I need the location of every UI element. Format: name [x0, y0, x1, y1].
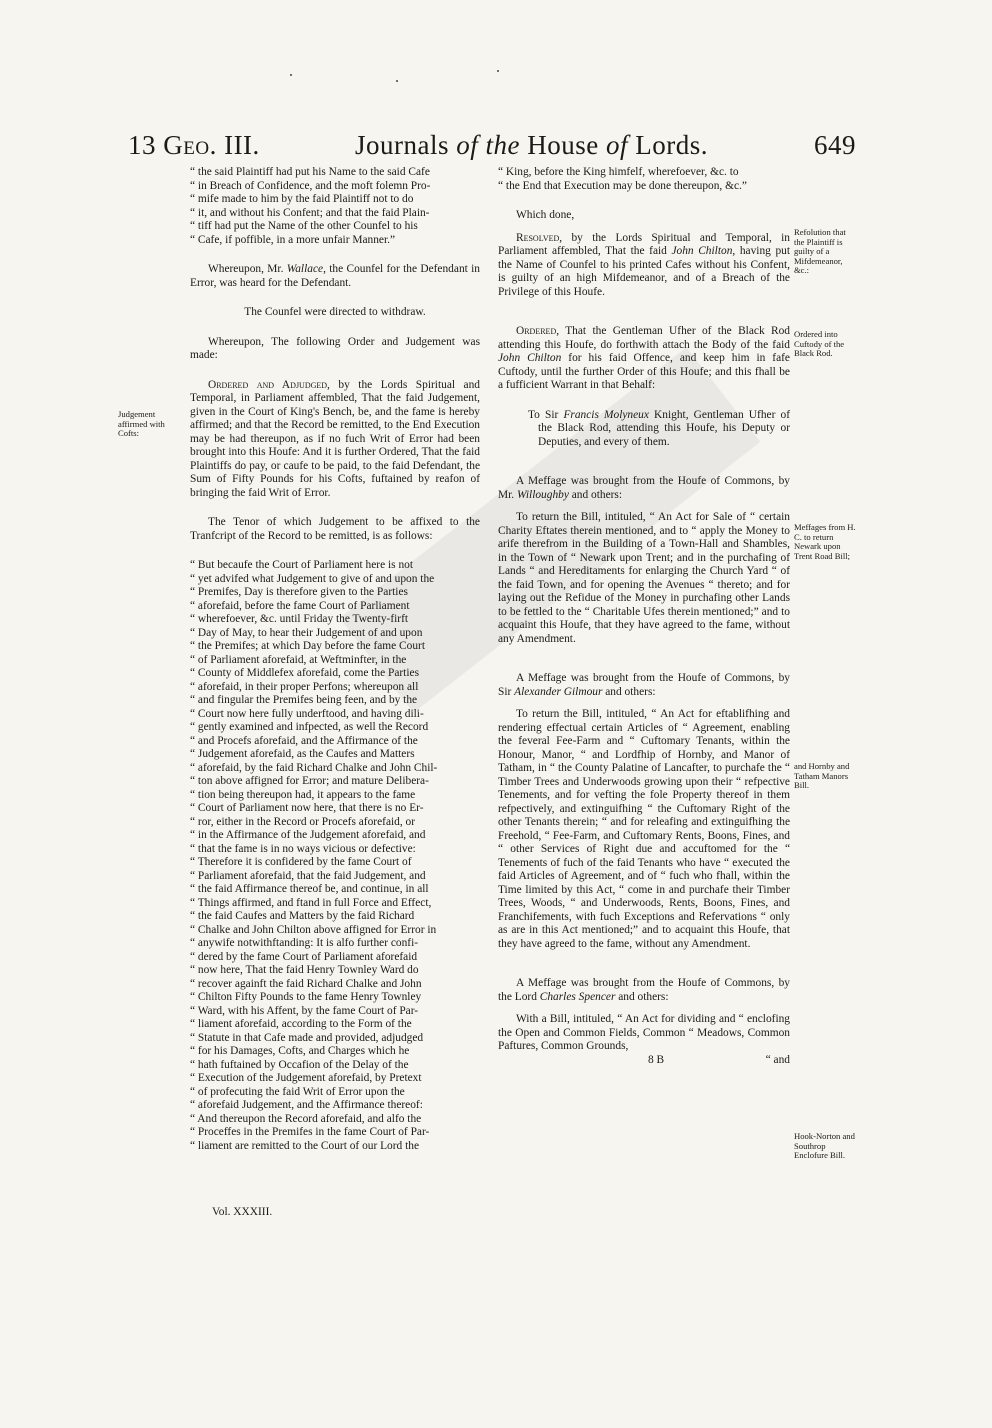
quote-line: “ the said Plaintiff had put his Name to the said Cafe [190, 166, 430, 178]
quote-line: “ liament are remitted to the Court of our Lord the [190, 1139, 420, 1152]
speck [497, 70, 499, 72]
quote-line: “ Judgement aforefaid, as the Caufes and Matters [190, 748, 415, 760]
page-footer [498, 1054, 790, 1068]
speck [396, 80, 398, 82]
quote-line: “ hath fuftained by Occafion of the Delay of the [190, 1058, 409, 1071]
message-text: To return the Bill, intituled, “ An Act for Sale of “ certain Charity Eftates therein mentioned, and to “ apply the Money to arife therefrom in the Building of a Town-Hall and Shambles, in the Town of “ Newark upon Trent; and in the purchafing of Lands “ and Hereditaments for enlarging the Church Yard “ of the faid Town, and for opening the Avenues “ thereto; and for laying out the Refidue of the Money in purchafing other Lands to be fettled to the “ Charitable Ufes therein mentioned;” and to acquaint this Houfe, that they have agreed to the fame, without any Amendment. [498, 511, 790, 645]
page-number: 649 [814, 130, 856, 160]
quote-block [498, 166, 790, 193]
quote-line: “ Chalke and John Chilton above affigned for Error in [190, 923, 437, 936]
quote-line: “ Ward, with his Affent, by the fame Court of Par- [190, 1004, 419, 1017]
quote-line: “ for his Damages, Cofts, and Charges which he [190, 1045, 410, 1057]
quote-line: “ Premifes, Day is therefore given to the Parties [190, 586, 408, 598]
quote-line: “ And thereupon the Record aforefaid, and alfo the [190, 1112, 422, 1125]
journal-title: Journals of the House of Lords. [355, 130, 709, 160]
message-heading: A Meffage was brought from the Houfe of Commons, by the Lord Charles Spencer and others: [498, 977, 790, 1003]
quote-line: “ aforefaid Judgement, and the Affirmance thereof: [190, 1099, 423, 1111]
paragraph: Which done, [516, 209, 575, 221]
quote-line: “ mife made to him by the faid Plaintiff not to do [190, 193, 414, 205]
paragraph: Whereupon, Mr. Wallace, the Counfel for the Defendant in Error, was heard for the Defendant. [190, 263, 480, 289]
judgement-tenor [190, 559, 480, 1153]
warrant-address: To Sir Francis Molyneux Knight, Gentleman Ufher of the Black Rod, attending this Houfe, his Deputy or Deputies, and every of them. [528, 408, 790, 448]
quote-line: “ yet advifed what Judgement to give of and upon the [190, 572, 435, 585]
quote-line: “ it, and without his Confent; and that the faid Plain- [190, 206, 430, 219]
quote-line: “ the faid Affirmance thereof be, and continue, in all [190, 883, 429, 895]
left-column [190, 166, 480, 1153]
quote-line: “ King, before the King himfelf, wherefoever, &c. to [498, 166, 739, 178]
quote-line: “ recover againft the faid Richard Chalke and John [190, 977, 422, 990]
right-column [498, 166, 790, 1068]
volume-signature: Vol. XXXIII. [212, 1206, 273, 1218]
quote-line: “ tiff had put the Name of the other Counfel to his [190, 220, 418, 232]
quote-line: “ Things affirmed, and ftand in full Force and Effect, [190, 896, 432, 909]
message-heading: A Meffage was brought from the Houfe of Commons, by Mr. Willoughby and others: [498, 475, 790, 501]
quote-line: “ aforefaid, before the fame Court of Parliament [190, 599, 410, 612]
quote-line: “ dered by the fame Court of Parliament aforefaid [190, 950, 418, 963]
quote-line: “ Proceffes in the Premifes in the fame Court of Par- [190, 1126, 430, 1138]
quote-line: “ Statute in that Cafe made and provided, adjudged [190, 1031, 424, 1044]
margin-note: and Hornby and Tatham Manors Bill. [794, 761, 850, 791]
message-heading: A Meffage was brought from the Houfe of Commons, by Sir Alexander Gilmour and others: [498, 672, 790, 698]
signature-mark: 8 B [648, 1053, 665, 1066]
quote-line: “ the faid Caufes and Matters by the faid Richard [190, 910, 415, 922]
quote-line: “ of profecuting the faid Writ of Error upon the [190, 1085, 405, 1098]
quote-line: “ in Breach of Confidence, and the moft folemn Pro- [190, 179, 431, 192]
speck [290, 74, 292, 76]
quote-line: “ gently examined and infpected, as well the Record [190, 721, 429, 733]
resolution: Resolved, by the Lords Spiritual and Temporal, in Parliament affembled, That the faid John Chilton, having put the Name of Counfel to his printed Cafes without his Confent, is guilty of an high Mifdemeanor, and of a Breach of the Privilege of this Houfe. [498, 231, 790, 298]
quote-line: “ in the Affirmance of the Judgement aforefaid, and [190, 829, 426, 841]
regnal-year: 13 Geo. III. [128, 130, 260, 160]
message-text: To return the Bill, intituled, “ An Act for eftablifhing and rendering effectual certain Articles of “ Agreement, enabling the feveral Fee-Farm and “ Cuftomary Tenants, within the Honour, Manor, “ and Lordfhip of Hornby, and Manor of Tatham, in “ the County Palatine of Lancafter, to purchafe the “ Timber Trees and Underwoods growing upon their “ refpective Tenements, and for vefting the fole Property thereof in them refpectively, and extinguifhing “ the Cuftomary Right of the other Tenants therein; “ and for releafing and extinguifhing the Freehold, “ Fee-Farm, and Cuftomary Rents, Boons, Fines, and “ other Services of Right due and accuftomed for the “ Tenements of fuch of the faid Tenants who have “ executed the faid Articles of Agreement, and of “ fuch who fhall, within the Time limited by this Act, “ come in and purchafe their Timber Trees, Woods, “ and Underwoods, Rents, Boons, Fines, and Franchifements, with fuch Exceptions and Refervations “ only as are in this Act mentioned;” and to acquaint this Houfe, that they have agreed to the fame, without any Amendment. [498, 708, 790, 950]
quote-line: “ wherefoever, &c. until Friday the Twenty-firft [190, 613, 409, 625]
quote-line: “ ton above affigned for Error; and mature Delibera- [190, 775, 429, 787]
quote-line: “ anywife notwithftanding: It is alfo further confi- [190, 937, 419, 949]
custody-order: Ordered, That the Gentleman Ufher of the Black Rod attending this Houfe, do forthwith attach the Body of the faid John Chilton for his faid Offence, and keep him in fafe Cuftody, until the further Order of this Houfe; and this fhall be a fufficient Warrant in that Behalf: [498, 325, 790, 391]
quote-line: “ of Parliament aforefaid, at Weftminfter, in the [190, 653, 407, 666]
margin-note: Ordered into Cuftody of the Black Rod. [794, 329, 845, 359]
quote-line: “ and fingular the Premifes being feen, and by the [190, 694, 418, 706]
quote-line: “ ror, either in the Record or Procefs aforefaid, or [190, 815, 416, 828]
quote-line: “ that the fame is in no ways vicious or defective: [190, 842, 416, 855]
quote-line: “ Day of May, to hear their Judgement of and upon [190, 626, 423, 639]
quote-line: “ Execution of the Judgement aforefaid, by Pretext [190, 1072, 422, 1084]
margin-note: Meffages from H. C. to return Newark upon Trent Road Bill; [794, 522, 856, 561]
quote-line: “ Cafe, if poffible, in a more unfair Manner.” [190, 233, 396, 246]
quote-line: “ the End that Execution may be done thereupon, &c.” [498, 179, 747, 192]
quote-line: “ Therefore it is confidered by the fame Court of [190, 856, 412, 868]
quote-line: “ and Procefs aforefaid, and the Affirmance of the [190, 734, 418, 747]
margin-note: Judgement affirmed with Cofts: [118, 409, 165, 439]
quote-line: “ Court of Parliament now here, that there is no Er- [190, 802, 424, 814]
message-text: With a Bill, intituled, “ An Act for dividing and “ enclofing the Open and Common Fields, Common “ Meadows, Common Paftures, Common Grounds, [498, 1013, 790, 1052]
quote-line: “ Parliament aforefaid, that the faid Judgement, and [190, 869, 426, 882]
paragraph: Whereupon, The following Order and Judgement was made: [190, 335, 480, 361]
quote-line: “ the Premifes; at which Day before the fame Court [190, 640, 426, 652]
quote-line: “ Chilton Fifty Pounds to the fame Henry Townley [190, 991, 422, 1003]
margin-note: Refolution that the Plaintiff is guilty of a Mifdemeanor, &c.: [794, 227, 846, 276]
quote-line: “ liament aforefaid, according to the Form of the [190, 1018, 412, 1030]
quote-line: “ aforefaid, in their proper Perfons; whereupon all [190, 680, 419, 693]
paragraph: The Tenor of which Judgement to be affixed to the Tranfcript of the Record to be remitted, is as follows: [190, 516, 480, 542]
quote-block [190, 166, 480, 247]
catchword: “ and [765, 1053, 790, 1066]
quote-line: “ County of Middlefex aforefaid, come the Parties [190, 667, 420, 679]
quote-line: “ But becaufe the Court of Parliament here is not [190, 559, 413, 571]
quote-line: “ Court now here fully underftood, and having dili- [190, 707, 424, 720]
order-judgement: Ordered and Adjudged, by the Lords Spiritual and Temporal, in Parliament affembled, That the faid Judgement, given in the Court of King's Bench, be, and the fame is hereby affirmed; and that the Record be remitted, to the End Execution may be had thereupon, as if no fuch Writ of Error had been brought into this Houfe: And it is further Ordered, That the faid Plaintiffs do pay, or caufe to be paid, to the faid Defendant, the Sum of Fifty Pounds for his Cofts, fuftained by reafon of bringing the faid Writ of Error. [190, 378, 480, 499]
quote-line: “ now here, That the faid Henry Townley Ward do [190, 964, 419, 976]
quote-line: “ tion being thereupon had, it appears to the fame [190, 788, 416, 801]
margin-note: Hook-Norton and Southrop Enclofure Bill. [794, 1131, 855, 1161]
paragraph: The Counfel were directed to withdraw. [244, 306, 426, 318]
quote-line: “ aforefaid, by the faid Richard Chalke and John Chil- [190, 761, 438, 774]
